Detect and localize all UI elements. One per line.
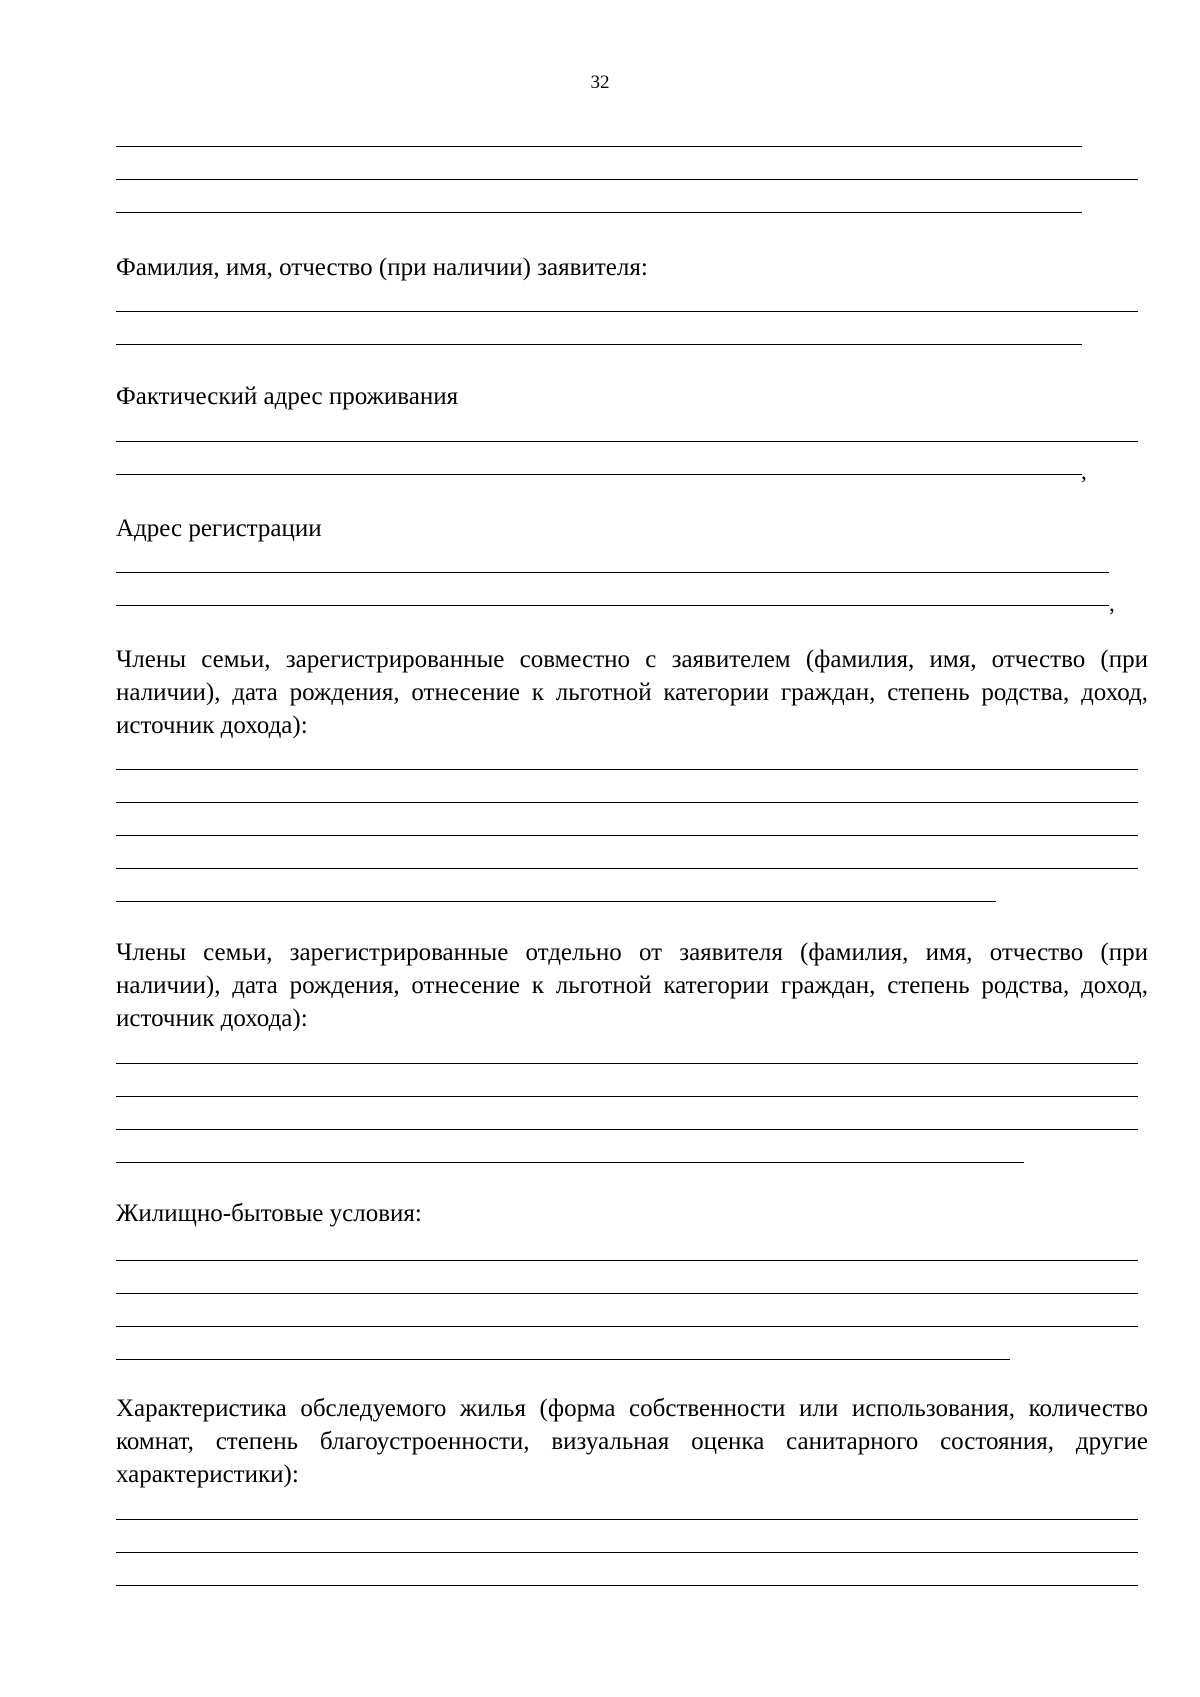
- housing-characteristics-line[interactable]: [116, 1552, 1138, 1553]
- applicant-name-line[interactable]: [116, 344, 1082, 345]
- living-conditions-line[interactable]: [116, 1293, 1138, 1294]
- living-conditions-line[interactable]: [116, 1326, 1138, 1327]
- family-separate-line[interactable]: [116, 1129, 1138, 1130]
- blank-line[interactable]: [116, 146, 1082, 147]
- actual-address-comma: ,: [1081, 459, 1087, 484]
- actual-address-line[interactable]: [116, 441, 1138, 442]
- actual-address-label: Фактический адрес проживания: [116, 383, 459, 410]
- page-number: 32: [590, 72, 610, 93]
- registration-address-label: Адрес регистрации: [116, 515, 322, 542]
- housing-characteristics-line[interactable]: [116, 1519, 1138, 1520]
- registration-address-line[interactable]: [116, 572, 1109, 573]
- blank-line[interactable]: [116, 179, 1138, 180]
- registration-address-comma: ,: [1109, 591, 1115, 616]
- family-together-line[interactable]: [116, 769, 1138, 770]
- actual-address-line[interactable]: [116, 474, 1082, 475]
- family-separate-label: Члены семьи, зарегистрированные отдельно от заявителя (фамилия, имя, отчество (при наличии), дата рождения, отнесение к льготной категории граждан, степень родства, доход, источник дохода):: [116, 939, 1148, 1032]
- family-together-line[interactable]: [116, 868, 1138, 869]
- family-together-label: Члены семьи, зарегистрированные совместно с заявителем (фамилия, имя, отчество (при наличии), дата рождения, отнесение к льготной категории граждан, степень родства, доход, источник дохода):: [116, 646, 1148, 739]
- family-together-line[interactable]: [116, 835, 1138, 836]
- family-separate-line[interactable]: [116, 1096, 1138, 1097]
- family-together-line[interactable]: [116, 901, 996, 902]
- applicant-name-label: Фамилия, имя, отчество (при наличии) заявителя:: [116, 254, 648, 281]
- living-conditions-line[interactable]: [116, 1359, 1010, 1360]
- living-conditions-label: Жилищно-бытовые условия:: [116, 1200, 422, 1227]
- housing-characteristics-line[interactable]: [116, 1585, 1138, 1586]
- family-separate-line[interactable]: [116, 1063, 1138, 1064]
- family-together-line[interactable]: [116, 802, 1138, 803]
- family-separate-line[interactable]: [116, 1162, 1024, 1163]
- housing-characteristics-label: Характеристика обследуемого жилья (форма собственности или использования, количество комнат, степень благоустроенности, визуальная оценка санитарного состояния, другие характеристики):: [116, 1395, 1148, 1488]
- blank-line[interactable]: [116, 212, 1082, 213]
- registration-address-line[interactable]: [116, 605, 1109, 606]
- applicant-name-line[interactable]: [116, 311, 1138, 312]
- living-conditions-line[interactable]: [116, 1260, 1138, 1261]
